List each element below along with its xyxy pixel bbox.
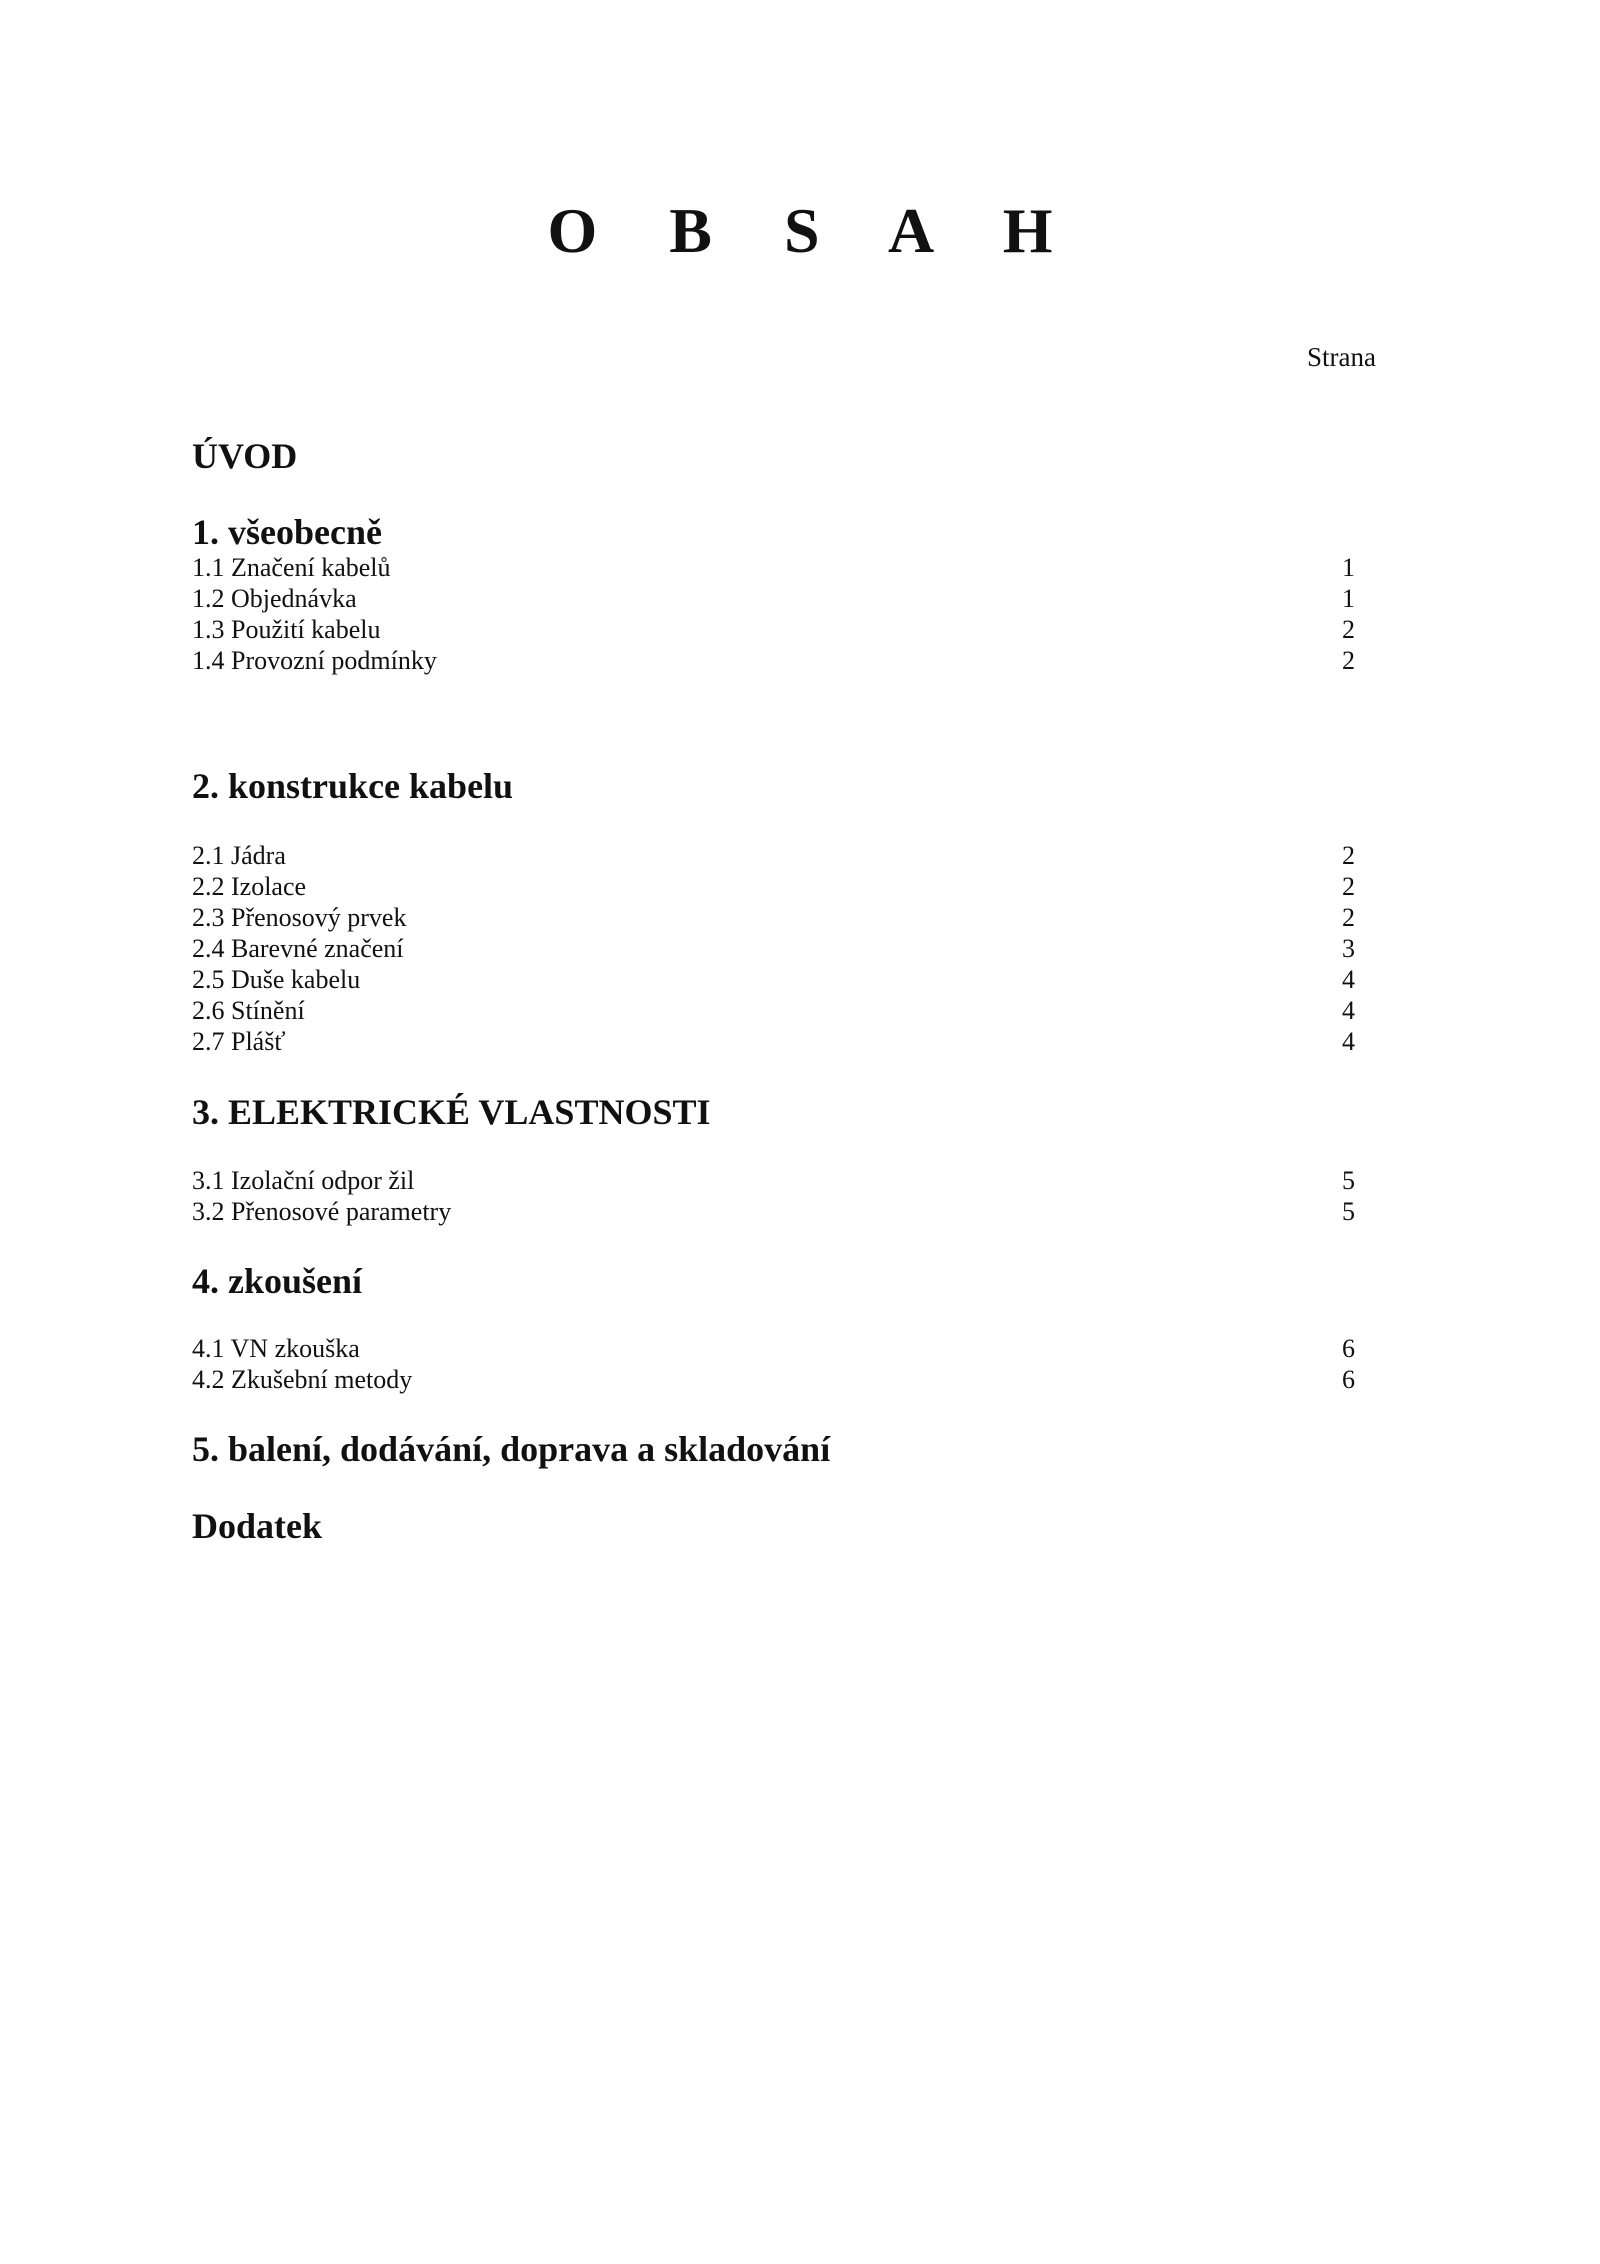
toc-entry xyxy=(192,933,1355,964)
toc-entry-label: 3.2 Přenosové parametry xyxy=(192,1197,452,1226)
toc-entry-page: 2 xyxy=(1342,646,1355,675)
toc-entry-label: 4.1 VN zkouška xyxy=(192,1334,360,1363)
toc-entry-label: 2.1 Jádra xyxy=(192,841,286,870)
toc-entry-page: 4 xyxy=(1342,996,1355,1025)
toc-entry xyxy=(192,645,1355,676)
section-heading-5: 5. balení, dodávání, doprava a skladování xyxy=(192,1429,831,1469)
toc-entry-page: 6 xyxy=(1342,1334,1355,1363)
toc-entry-label: 2.5 Duše kabelu xyxy=(192,965,361,994)
toc-entry-label: 2.7 Plášť xyxy=(192,1027,286,1056)
toc-entry xyxy=(192,840,1355,871)
page-column-label: Strana xyxy=(1307,342,1376,372)
toc-entry-page: 2 xyxy=(1342,841,1355,870)
toc-entry xyxy=(192,1165,1355,1196)
toc-entry-page: 4 xyxy=(1342,965,1355,994)
toc-entry-page: 2 xyxy=(1342,615,1355,644)
toc-entry xyxy=(192,1196,1355,1227)
toc-entry-page: 6 xyxy=(1342,1365,1355,1394)
toc-entry-page: 3 xyxy=(1342,934,1355,963)
toc-entry xyxy=(192,1364,1355,1395)
section-heading-dodatek: Dodatek xyxy=(192,1506,323,1546)
section-heading-3: 3. ELEKTRICKÉ VLASTNOSTI xyxy=(192,1092,711,1132)
toc-entry-label: 2.4 Barevné značení xyxy=(192,934,404,963)
toc-entry xyxy=(192,1333,1355,1364)
toc-entry xyxy=(192,902,1355,933)
section-heading-2: 2. konstrukce kabelu xyxy=(192,766,514,806)
toc-entry-page: 1 xyxy=(1342,584,1355,613)
toc-entry xyxy=(192,614,1355,645)
toc-entry xyxy=(192,871,1355,902)
toc-entry-page: 2 xyxy=(1342,872,1355,901)
toc-entry-page: 4 xyxy=(1342,1027,1355,1056)
toc-entry xyxy=(192,552,1355,583)
toc-entry xyxy=(192,1026,1355,1057)
toc-entry-label: 1.2 Objednávka xyxy=(192,584,357,613)
toc-entry-label: 2.3 Přenosový prvek xyxy=(192,903,407,932)
toc-entry-label: 2.2 Izolace xyxy=(192,872,307,901)
toc-entry-label: 4.2 Zkušební metody xyxy=(192,1365,413,1394)
section-heading-uvod: ÚVOD xyxy=(192,436,298,476)
toc-entry-page: 5 xyxy=(1342,1166,1355,1195)
toc-entry-page: 2 xyxy=(1342,903,1355,932)
toc-entry-label: 1.1 Značení kabelů xyxy=(192,553,391,582)
section-heading-4: 4. zkoušení xyxy=(192,1261,363,1301)
toc-entry-page: 5 xyxy=(1342,1197,1355,1226)
toc-entry xyxy=(192,583,1355,614)
toc-entry-label: 3.1 Izolační odpor žil xyxy=(192,1166,415,1195)
section-heading-1: 1. všeobecně xyxy=(192,512,382,552)
toc-entry-label: 1.3 Použití kabelu xyxy=(192,615,381,644)
page-title: O B S A H xyxy=(547,195,1081,266)
toc-entry xyxy=(192,964,1355,995)
toc-entry-label: 2.6 Stínění xyxy=(192,996,305,1025)
toc-entry-page: 1 xyxy=(1342,553,1355,582)
toc-entry-label: 1.4 Provozní podmínky xyxy=(192,646,437,675)
toc-entry xyxy=(192,995,1355,1026)
